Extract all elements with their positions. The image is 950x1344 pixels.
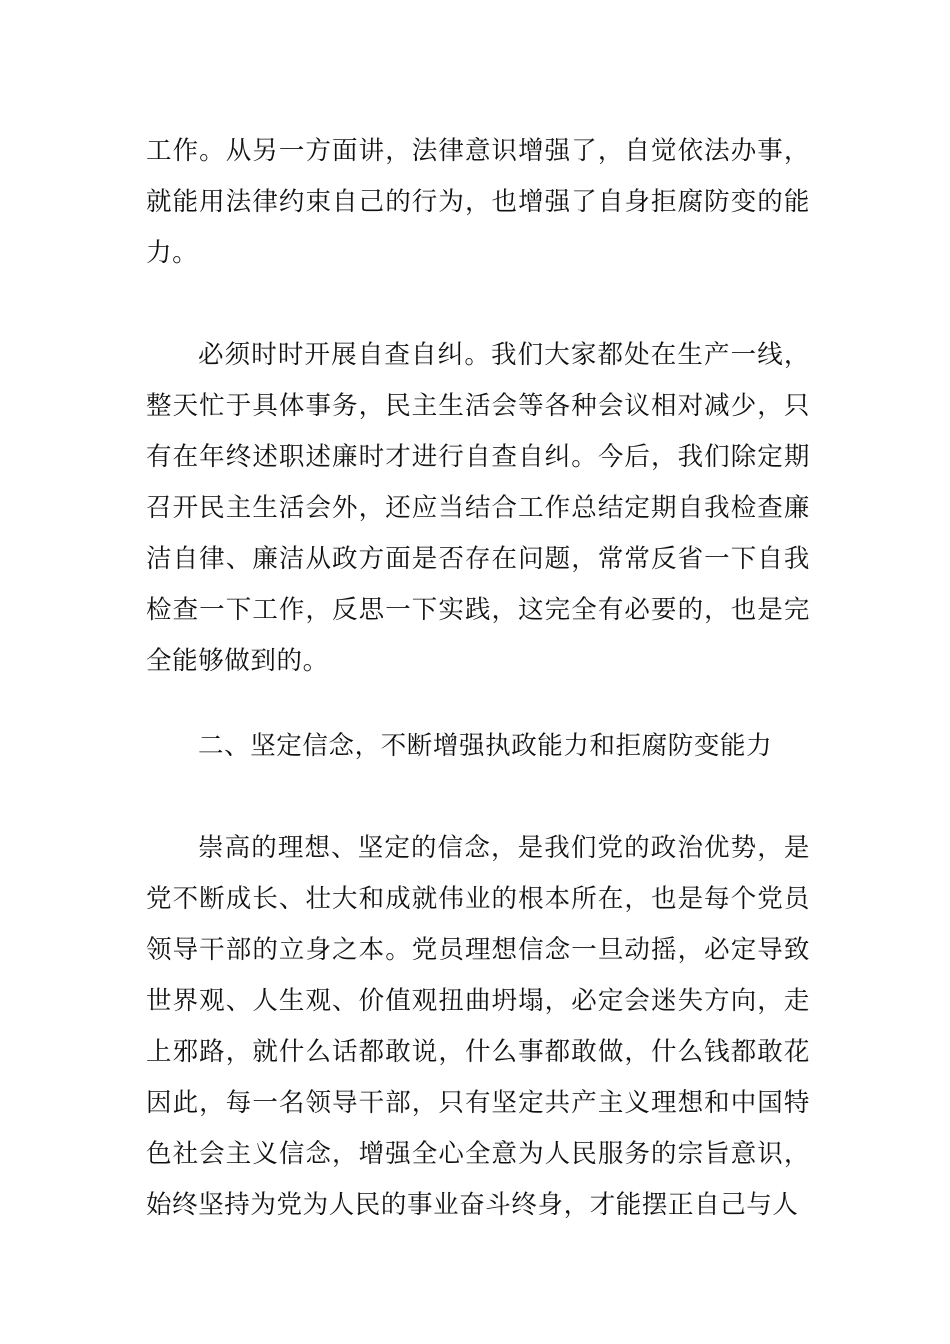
paragraph-ideals-beliefs: 崇高的理想、坚定的信念，是我们党的政治优势，是党不断成长、壮大和成就伟业的根本所在，也是每个党员领导干部的立身之本。党员理想信念一旦动摇，必定导致世界观、人生观、价值观扭曲坍塌，必定会迷失方向，走上邪路，就什么话都敢说，什么事都敢做，什么钱都敢花因此，每一名领导干部，只有坚定共产主义理想和中国特色社会主义信念，增强全心全意为人民服务的宗旨意识，始终坚持为党为人民的事业奋斗终身，才能摆正自己与人: [146, 833, 810, 1220]
paragraph-self-inspection: 必须时时开展自查自纠。我们大家都处在生产一线，整天忙于具体事务，民主生活会等各种会议相对减少，只有在年终述职述廉时才进行自查自纠。今后，我们除定期召开民主生活会外，还应当结合工作总结定期自我检查廉洁自律、廉洁从政方面是否存在问题，常常反省一下自我检查一下工作，反思一下实践，这完全有必要的，也是完全能够做到的。: [146, 340, 810, 676]
paragraph-continuation: 工作。从另一方面讲，法律意识增强了，自觉依法办事，就能用法律约束自己的行为，也增强了自身拒腐防变的能力。: [146, 136, 810, 268]
section-heading: 二、坚定信念，不断增强执政能力和拒腐防变能力: [198, 731, 773, 761]
